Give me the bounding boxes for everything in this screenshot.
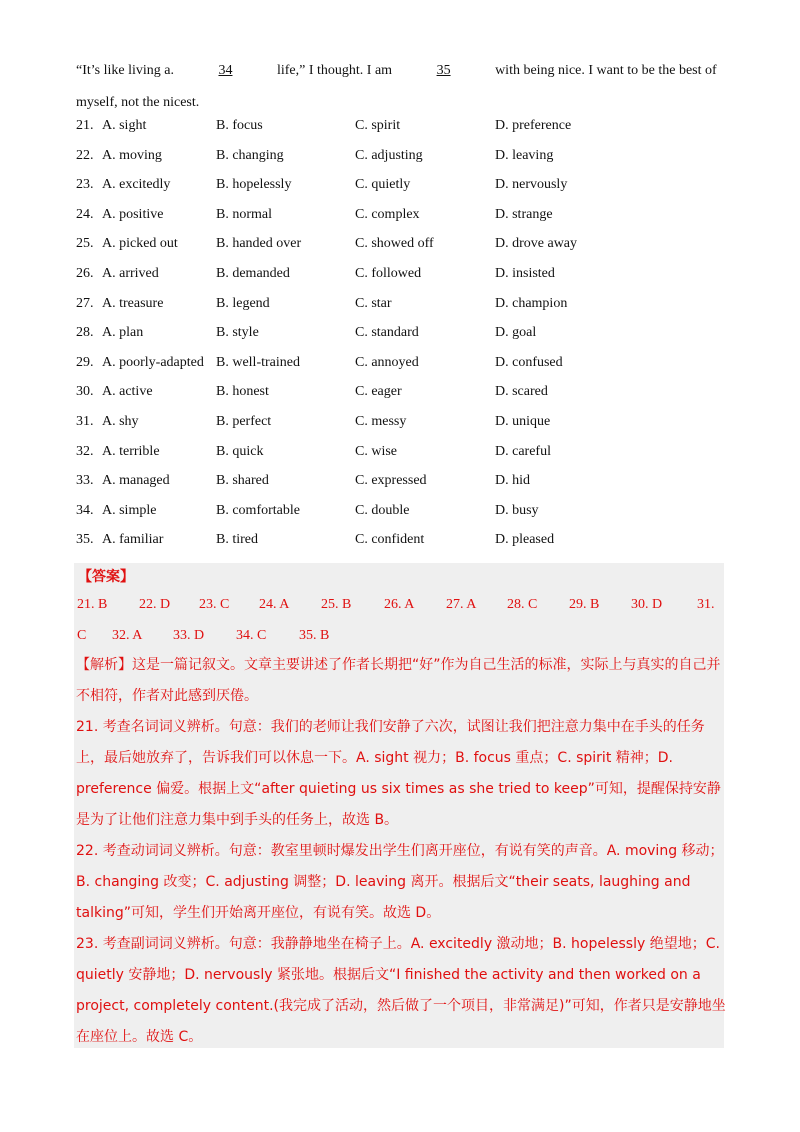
option-c: C. adjusting bbox=[355, 147, 423, 163]
question-number: 27. bbox=[76, 295, 94, 311]
option-a: A. sight bbox=[102, 118, 147, 133]
option-b: B. perfect bbox=[216, 413, 272, 429]
question-number: 30. bbox=[76, 384, 94, 400]
option-c: C. followed bbox=[355, 265, 422, 281]
explanation-23: 23. 考查副词词义辨析。句意：我静静地坐在椅子上。A. excitedly 激动地；B. hopelessly 绝望地；C. quietly 安静地；D. nervously 紧张地。根据后文“I finished the activity and then worked on a project, completely content.(我完成了活动，然后做了一个项目，非常满足)”可知，作者只是安静地坐在座位上。故选 C。 bbox=[76, 936, 726, 1045]
question-number: 29. bbox=[76, 354, 94, 370]
option-c: C. wise bbox=[355, 443, 397, 459]
option-b: B. quick bbox=[216, 443, 264, 459]
option-row bbox=[76, 148, 726, 178]
option-b: B. changing bbox=[216, 147, 284, 163]
answer-key: 24. A bbox=[259, 597, 290, 612]
passage-line-1 bbox=[76, 63, 717, 79]
question-number: 33. bbox=[76, 473, 94, 489]
option-b: B. well-trained bbox=[216, 354, 300, 370]
answer-key: 34. C bbox=[236, 628, 267, 643]
passage-line-2: myself, not the nicest. bbox=[76, 95, 200, 110]
option-c: C. expressed bbox=[355, 473, 427, 489]
option-c: C. quietly bbox=[355, 177, 411, 193]
option-c: C. star bbox=[355, 295, 392, 311]
option-row bbox=[76, 532, 726, 562]
option-row bbox=[76, 236, 726, 266]
explanation-21: 21. 考查名词词义辨析。句意：我们的老师让我们安静了六次，试图让我们把注意力集中在手头的任务上，最后她放弃了，告诉我们可以休息一下。A. sight 视力；B. focus 重点；C. spirit 精神；D. preference 偏爱。根据上文“after quieting us six times as she tried to keep”可知，提醒保持安静是为了让他们注意力集中到手头的任务上，故选 B。 bbox=[76, 719, 721, 828]
option-d: D. pleased bbox=[495, 532, 555, 548]
option-c: C. eager bbox=[355, 384, 402, 400]
passage-text: “It’s like living a. bbox=[76, 63, 174, 78]
option-c: C. double bbox=[355, 502, 410, 518]
option-a: A. active bbox=[102, 384, 153, 400]
option-a: A. treasure bbox=[102, 295, 164, 311]
answer-key: 30. D bbox=[631, 597, 663, 612]
option-a: A. picked out bbox=[102, 236, 178, 252]
analysis-text: 【解析】这是一篇记叙文。文章主要讲述了作者长期把“好”作为自己生活的标准，实际上与真实的自己并不相符，作者对此感到厌倦。 bbox=[76, 657, 721, 704]
option-row bbox=[76, 296, 726, 326]
option-row bbox=[76, 266, 726, 296]
option-c: C. annoyed bbox=[355, 354, 419, 370]
question-number: 34. bbox=[76, 502, 94, 518]
answer-key: 26. A bbox=[384, 597, 415, 612]
blank-34: 34 bbox=[218, 63, 233, 78]
option-d: D. busy bbox=[495, 502, 539, 518]
option-row bbox=[76, 355, 726, 385]
option-a: A. simple bbox=[102, 502, 157, 518]
option-a: A. shy bbox=[102, 413, 139, 429]
option-a: A. plan bbox=[102, 325, 144, 341]
answer-key: 21. B bbox=[77, 597, 108, 612]
answer-heading: 【答案】 bbox=[78, 569, 134, 585]
option-d: D. nervously bbox=[495, 177, 568, 193]
question-number: 23. bbox=[76, 177, 94, 193]
option-c: C. messy bbox=[355, 413, 407, 429]
option-b: B. honest bbox=[216, 384, 269, 400]
option-d: D. confused bbox=[495, 354, 563, 370]
answer-key: 33. D bbox=[173, 628, 205, 643]
option-c: C. complex bbox=[355, 206, 420, 222]
option-a: A. terrible bbox=[102, 443, 160, 459]
options-list bbox=[76, 118, 726, 562]
question-number: 25. bbox=[76, 236, 94, 252]
option-d: D. drove away bbox=[495, 236, 578, 252]
option-d: D. goal bbox=[495, 325, 537, 341]
option-c: C. spirit bbox=[355, 118, 401, 133]
option-a: A. poorly-adapted bbox=[102, 354, 204, 370]
question-number: 26. bbox=[76, 265, 94, 281]
option-row bbox=[76, 325, 726, 355]
option-b: B. shared bbox=[216, 473, 269, 489]
option-row bbox=[76, 414, 726, 444]
option-row bbox=[76, 503, 726, 533]
option-a: A. moving bbox=[102, 147, 162, 163]
answer-key: 31. bbox=[697, 597, 715, 612]
option-row bbox=[76, 384, 726, 414]
answer-key: 35. B bbox=[299, 628, 330, 643]
option-a: A. positive bbox=[102, 206, 164, 222]
option-a: A. managed bbox=[102, 473, 170, 489]
option-b: B. tired bbox=[216, 532, 258, 548]
option-c: C. standard bbox=[355, 325, 419, 341]
answer-key: 29. B bbox=[569, 597, 600, 612]
option-b: B. comfortable bbox=[216, 502, 300, 518]
option-d: D. leaving bbox=[495, 147, 554, 163]
option-a: A. arrived bbox=[102, 265, 159, 281]
option-b: B. handed over bbox=[216, 236, 302, 252]
option-row bbox=[76, 177, 726, 207]
option-row bbox=[76, 118, 726, 148]
answer-key: 27. A bbox=[446, 597, 477, 612]
answer-key: 28. C bbox=[507, 597, 538, 612]
option-c: C. showed off bbox=[355, 236, 434, 252]
answer-key: 22. D bbox=[139, 597, 171, 612]
option-d: D. champion bbox=[495, 295, 568, 311]
option-d: D. strange bbox=[495, 206, 553, 222]
option-b: B. legend bbox=[216, 295, 270, 311]
passage-text: with being nice. I want to be the best of bbox=[495, 63, 717, 78]
answer-key: 23. C bbox=[199, 597, 230, 612]
option-d: D. careful bbox=[495, 443, 551, 459]
option-d: D. preference bbox=[495, 118, 572, 133]
answer-key: 32. A bbox=[112, 628, 143, 643]
question-number: 35. bbox=[76, 532, 94, 548]
option-c: C. confident bbox=[355, 532, 425, 548]
option-b: B. focus bbox=[216, 118, 263, 133]
answer-key: C bbox=[77, 628, 87, 643]
option-a: A. familiar bbox=[102, 532, 164, 548]
question-number: 21. bbox=[76, 118, 94, 133]
option-d: D. hid bbox=[495, 473, 530, 489]
option-b: B. style bbox=[216, 325, 259, 341]
question-number: 22. bbox=[76, 147, 94, 163]
option-a: A. excitedly bbox=[102, 177, 171, 193]
option-d: D. unique bbox=[495, 413, 551, 429]
option-b: B. demanded bbox=[216, 265, 290, 281]
option-d: D. insisted bbox=[495, 265, 555, 281]
question-number: 32. bbox=[76, 443, 94, 459]
option-row bbox=[76, 444, 726, 474]
blank-35: 35 bbox=[436, 63, 451, 78]
option-row bbox=[76, 207, 726, 237]
option-b: B. normal bbox=[216, 206, 272, 222]
question-number: 24. bbox=[76, 206, 94, 222]
option-b: B. hopelessly bbox=[216, 177, 292, 193]
explanation-22: 22. 考查动词词义辨析。句意：教室里顿时爆发出学生们离开座位，有说有笑的声音。A. moving 移动；B. changing 改变；C. adjusting 调整；D. leaving 离开。根据后文“their seats, laughing and talking”可知，学生们开始离开座位，有说有笑。故选 D。 bbox=[76, 843, 724, 921]
answer-key: 25. B bbox=[321, 597, 352, 612]
passage-text: life,” I thought. I am bbox=[276, 63, 393, 78]
option-d: D. scared bbox=[495, 384, 548, 400]
option-row bbox=[76, 473, 726, 503]
question-number: 28. bbox=[76, 325, 94, 341]
question-number: 31. bbox=[76, 413, 94, 429]
